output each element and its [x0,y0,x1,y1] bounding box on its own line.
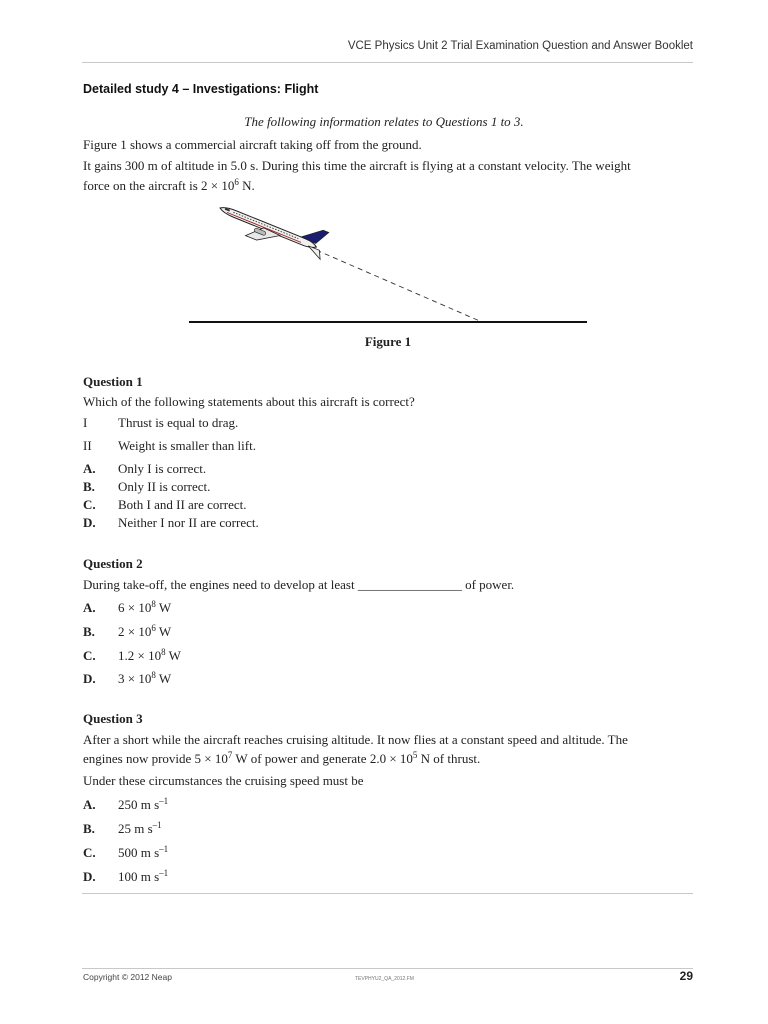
end-rule [82,893,693,894]
figure-caption: Figure 1 [364,334,412,349]
option-text: 100 m $s^{-1}$ [118,868,169,884]
option-text: Neither I nor II are correct. [118,515,259,530]
option-label: D. [83,869,96,884]
option-text: Only II is correct. [118,479,211,494]
statement-numeral: I [83,415,88,430]
option-label: B. [83,479,95,494]
intro-line-1: Figure 1 shows a commercial aircraft taking off from the ground. [83,137,422,152]
option-text: $6 \times 10^8$ W [118,599,172,615]
option-text: $2 \times 10^6$ W [118,623,172,639]
option-label: C. [83,845,96,860]
header-title: VCE Physics Unit 2 Trial Examination Question and Answer Booklet [347,40,693,52]
option-label: A. [83,600,96,615]
intro-line-3: force on the aircraft is $2 \times 10^6$ N. [83,177,255,193]
question-1-heading: Question 1 [83,374,143,389]
footer-copyright: Copyright © 2012 Neap [83,972,172,982]
footer-code: TEVPHYU2_QA_2012.FM [355,976,414,982]
question-3-heading: Question 3 [83,711,143,726]
option-text: 25 m $s^{-1}$ [118,820,162,836]
question-2-heading: Question 2 [83,556,143,571]
question-1-prompt: Which of the following statements about this aircraft is correct? [83,394,415,409]
option-label: D. [83,671,96,686]
option-label: A. [83,797,96,812]
statement-text: Weight is smaller than lift. [118,438,256,453]
question-2-prompt: During take-off, the engines need to develop at least ________________ of power. [83,577,515,592]
option-label: C. [83,648,96,663]
figure-1-diagram [180,198,600,330]
option-text: Both I and II are correct. [118,497,247,512]
option-label: B. [83,821,95,836]
statement-text: Thrust is equal to drag. [118,415,239,430]
aircraft-icon [214,198,331,265]
option-text: $3 \times 10^8$ W [118,670,172,686]
header-rule [82,62,693,63]
question-3-line-1: After a short while the aircraft reaches cruising altitude. It now flies at a constant speed and altitude. The [83,732,628,747]
option-text: 250 m $s^{-1}$ [118,796,169,812]
option-label: C. [83,497,96,512]
question-3-line-3: Under these circumstances the cruising speed must be [83,773,364,788]
option-text: 500 m $s^{-1}$ [118,844,169,860]
option-text: $1.2 \times 10^8$ W [118,647,181,663]
statement-numeral: II [83,438,92,453]
page-number: 29 [679,969,693,983]
option-text: Only I is correct. [118,461,207,476]
option-label: A. [83,461,96,476]
option-label: B. [83,624,95,639]
section-title: Detailed study 4 – Investigations: Flight [83,82,319,96]
intro-line-2: It gains 300 m of altitude in 5.0 s. During this time the aircraft is flying at a constant velocity. The weight [83,158,631,173]
option-label: D. [83,515,96,530]
flight-path-line [300,243,482,322]
intro-note: The following information relates to Questions 1 to 3. [244,114,524,129]
footer-rule [82,968,693,969]
question-3-line-2: engines now provide $5 \times 10^7$ W of power and generate $2.0 \times 10^5$ N of thrust. [83,750,481,766]
